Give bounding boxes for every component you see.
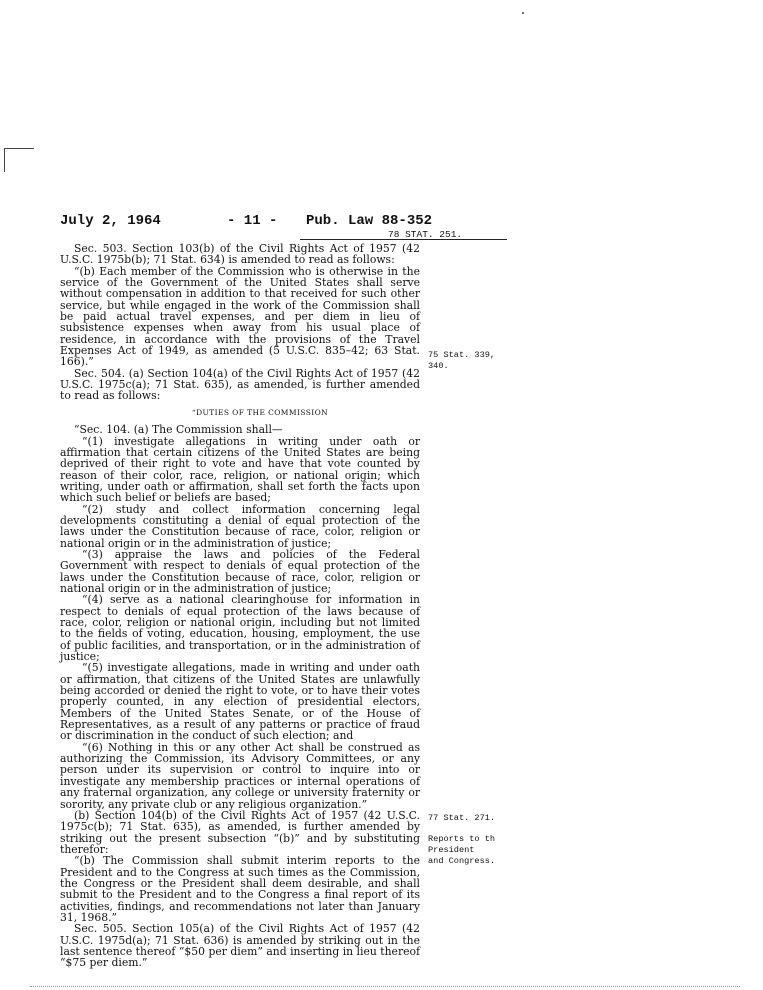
duty-item-3: “(3) appraise the laws and policies of the Federal Government with respect to denials of equal protection of the laws under the Constitution because of race, color, religion or national origin or in the administration of justice; <box>60 547 420 595</box>
section-503: Sec. 503. Section 103(b) of the Civil Rights Act of 1957 (42 U.S.C. 1975b(b); 71 Stat. 634) is amended to read as follows: <box>60 242 420 267</box>
duty-item-5: “(5) investigate allegations, made in writing and under oath or affirmation, that citizens of the United States are unlawfully being accorded or denied the right to vote, or to have their votes properly counted, in any election of presidential electors, Members of the United States Senate, or of the House of Representatives, as a result of any patterns or practice of fraud or discrimination in the conduct of such election; and <box>60 661 420 743</box>
duties-heading: “DUTIES OF THE COMMISSION <box>191 407 329 417</box>
header-public-law: Pub. Law 88-352 <box>306 213 433 229</box>
duty-item-6: “(6) Nothing in this or any other Act shall be construed as authorizing the Commission, its Advisory Committees, or any person under its supervision or control to inquire into or investigate any membership practices or internal operations of any fraternal organization, any college or university fraternity or sorority, any private club or any religious organization.” <box>60 740 420 811</box>
duty-item-2: “(2) study and collect information concerning legal developments constituting a denial of equal protection of the laws under the Constitution because of race, color, religion or national origin or in the administration of justice; <box>60 502 420 550</box>
section-503-text: “(b) Each member of the Commission who is otherwise in the service of the Government of the United States shall serve without compensation in addition to that received for such other service, but while engaged in the work of the Commission shall be paid actual travel expenses, and per diem in lieu of subsistence expenses when away from his usual place of residence, in accordance with the provisions of the Travel Expenses Act of 1949, as amended (5 U.S.C. 835–42; 63 Stat. 166).” <box>60 264 420 369</box>
margin-note-reports: Reports to th President and Congress. <box>428 834 496 866</box>
margin-note-77-stat: 77 Stat. 271. <box>428 813 496 823</box>
corner-mark-horizontal <box>4 148 34 149</box>
duty-item-4: “(4) serve as a national clearinghouse for information in respect to denials of equal protection of the laws because of race, color, religion or national origin, including but not limited to the fields of voting, education, housing, employment, the use of public facilities, and transportation, or in the administration of justice; <box>60 593 420 664</box>
bottom-scan-line <box>30 986 740 987</box>
scan-speck <box>522 12 524 14</box>
corner-mark-vertical <box>4 148 5 172</box>
header-page-number: - 11 - <box>227 213 278 229</box>
statute-body <box>60 243 420 969</box>
header-rule <box>300 239 507 240</box>
section-505: Sec. 505. Section 105(a) of the Civil Rights Act of 1957 (42 U.S.C. 1975d(a); 71 Stat. 636) is amended by striking out in the last sentence thereof “$50 per diem” and inserting in lieu thereof “$75 per diem.” <box>60 922 420 970</box>
header-date: July 2, 1964 <box>60 213 161 229</box>
section-504a: Sec. 504. (a) Section 104(a) of the Civil Rights Act of 1957 (42 U.S.C. 1975c(a); 71 Stat. 635), as amended, is further amended to read as follows: <box>60 366 420 403</box>
duty-item-1: “(1) investigate allegations in writing under oath or affirmation that certain citizens of the United States are being deprived of their right to vote and have that vote counted by reason of their color, race, religion, or national origin; which writing, under oath or affirmation, shall set forth the facts upon which such belief or beliefs are based; <box>60 434 420 505</box>
section-504b-text: “(b) The Commission shall submit interim reports to the President and to the Congress at such times as the Commission, the Congress or the President shall deem desirable, and shall submit to the President and to the Congress a final report of its activities, findings, and recommendations not later than January 31, 1968.” <box>60 854 420 924</box>
section-104-intro: “Sec. 104. (a) The Commission shall— <box>74 423 283 437</box>
header-stat-citation: 78 STAT. 251. <box>388 229 463 240</box>
section-504b: (b) Section 104(b) of the Civil Rights Act of 1957 (42 U.S.C. 1975c(b); 71 Stat. 635), as amended, is further amended by striking out the present subsection “(b)” and by substituting therefor: <box>60 808 420 856</box>
margin-note-75-stat: 75 Stat. 339, 340. <box>428 350 496 371</box>
